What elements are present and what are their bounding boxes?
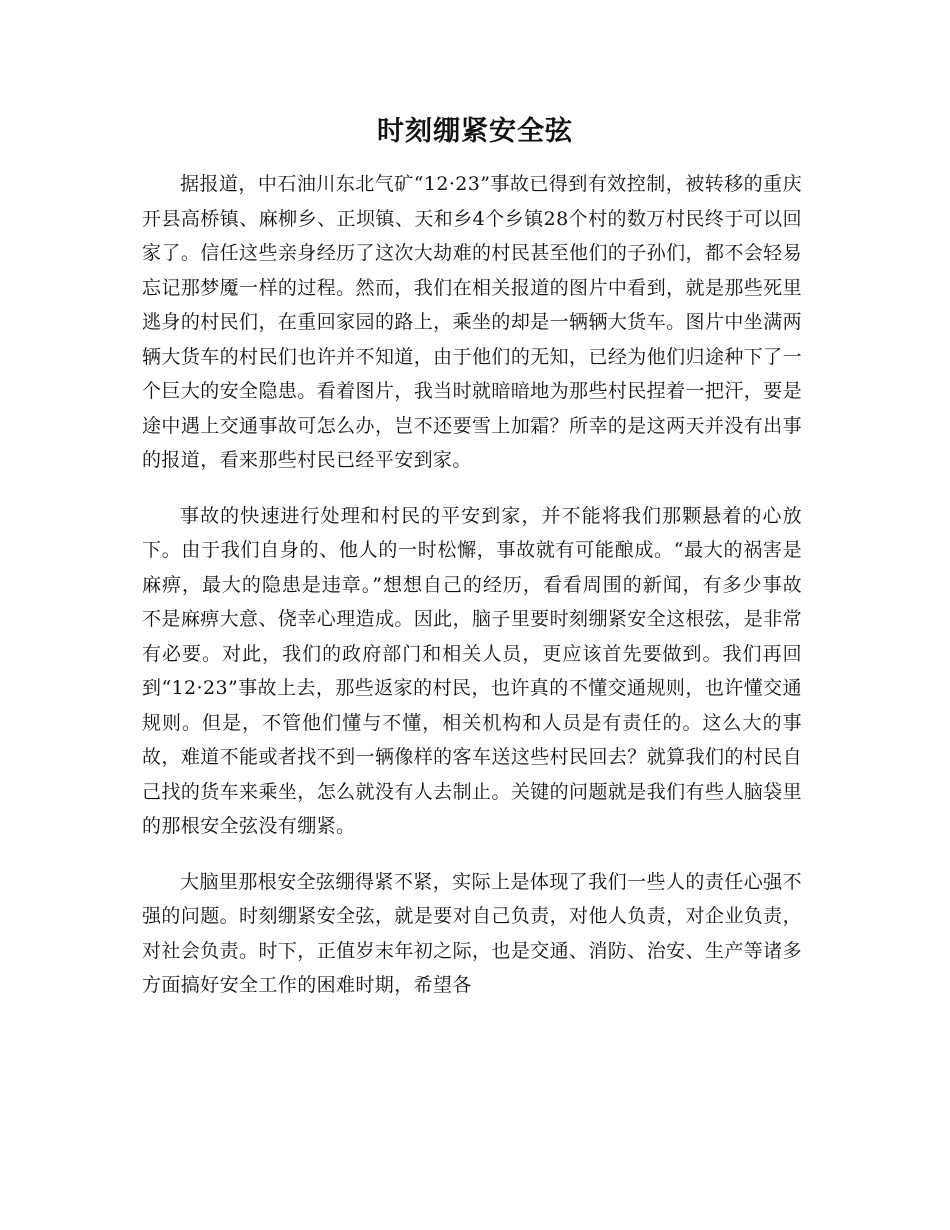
paragraph-3: 大脑里那根安全弦绷得紧不紧，实际上是体现了我们一些人的责任心强不强的问题。时刻绷紧安全弦，就是要对自己负责，对他人负责，对企业负责，对社会负责。时下，正值岁末年初之际，也是交通、消防、治安、生产等诸多方面搞好安全工作的困难时期，希望各 — [142, 870, 802, 996]
paragraph-2: 事故的快速进行处理和村民的平安到家，并不能将我们那颗悬着的心放下。由于我们自身的、他人的一时松懈，事故就有可能酿成。“最大的祸害是麻痹，最大的隐患是违章。”想想自己的经历，看看周围的新闻，有多少事故不是麻痹大意、侥幸心理造成。因此，脑子里要时刻绷紧安全这根弦，是非常有必要。对此，我们的政府部门和相关人员，更应该首先要做到。我们再回到“12·23”事故上去，那些返家的村民，也许真的不懂交通规则，也许懂交通规则。但是，不管他们懂与不懂，相关机构和人员是有责任的。这么大的事故，难道不能或者找不到一辆像样的客车送这些村民回去？就算我们的村民自己找的货车来乘坐，怎么就没有人去制止。关键的问题就是我们有些人脑袋里的那根安全弦没有绷紧。 — [142, 504, 802, 837]
document-title: 时刻绷紧安全弦 — [377, 116, 573, 147]
paragraph-1: 据报道，中石油川东北气矿“12·23”事故已得到有效控制，被转移的重庆开县高桥镇、麻柳乡、正坝镇、天和乡4个乡镇28个村的数万村民终于可以回家了。信任这些亲身经历了这次大劫难的村民甚至他们的子孙们，都不会轻易忘记那梦魇一样的过程。然而，我们在相关报道的图片中看到，就是那些死里逃身的村民们，在重回家园的路上，乘坐的却是一辆辆大货车。图片中坐满两辆大货车的村民们也许并不知道，由于他们的无知，已经为他们归途种下了一个巨大的安全隐患。看着图片，我当时就暗暗地为那些村民捏着一把汗，要是途中遇上交通事故可怎么办，岂不还要雪上加霜？所幸的是这两天并没有出事的报道，看来那些村民已经平安到家。 — [142, 173, 802, 471]
document-body — [142, 167, 802, 1003]
